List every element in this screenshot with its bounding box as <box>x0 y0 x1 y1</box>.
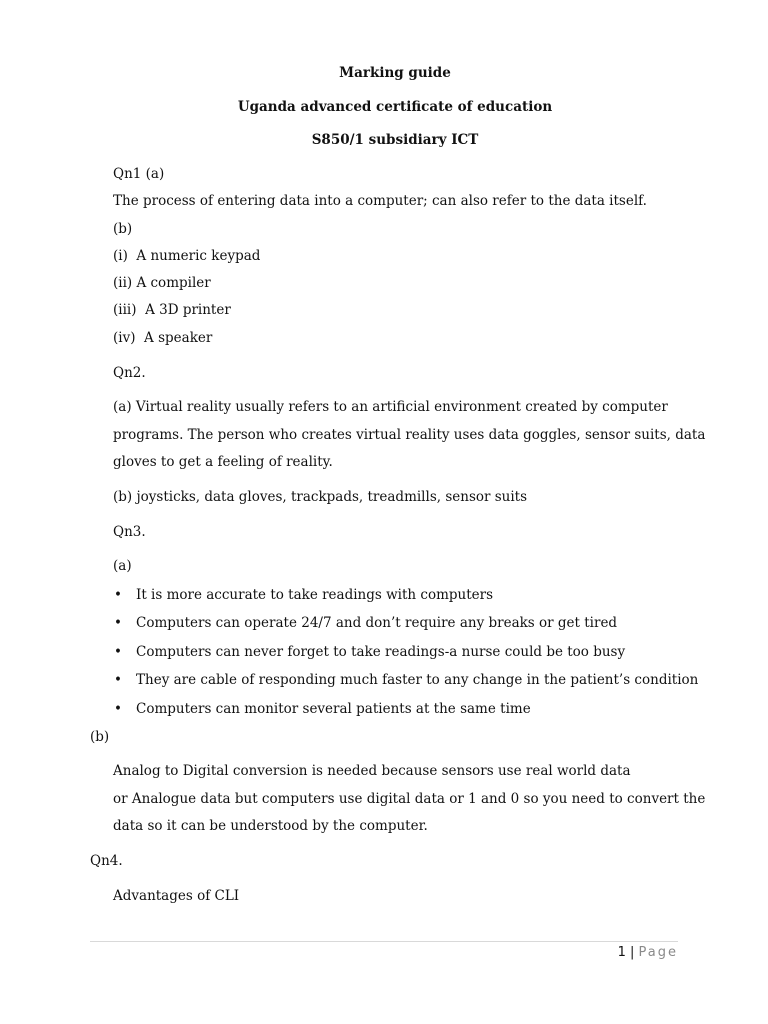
page-word: Page <box>638 945 678 960</box>
qn4-label: Qn4. <box>90 853 123 869</box>
qn2-a-answer-line: (a) Virtual reality usually refers to an artificial environment created by computer <box>113 399 668 415</box>
qn3-a-bullet-text: Computers can operate 24/7 and don’t require any breaks or get tired <box>136 615 618 631</box>
bullet-marker: • <box>114 587 122 603</box>
footer-separator: | <box>629 945 635 960</box>
qn1-b-label: (b) <box>113 221 133 237</box>
qn2-a-answer-line: programs. The person who creates virtual reality uses data goggles, sensor suits, data <box>113 427 706 443</box>
qn3-a-bullet-text: It is more accurate to take readings with computers <box>136 587 494 603</box>
qn1-a-label: Qn1 (a) <box>113 166 165 182</box>
footer-divider <box>90 941 678 942</box>
qn2-a-answer-line: gloves to get a feeling of reality. <box>113 454 333 470</box>
qn1-a-answer: The process of entering data into a computer; can also refer to the data itself. <box>113 193 647 209</box>
qn3-b-answer-line: Analog to Digital conversion is needed because sensors use real world data <box>113 763 631 779</box>
bullet-marker: • <box>114 615 122 631</box>
qn1-b-item: (ii) A compiler <box>113 275 211 291</box>
page-footer <box>618 944 678 962</box>
qn1-b-item: (iv) A speaker <box>113 330 213 346</box>
qn3-b-label: (b) <box>90 729 110 745</box>
bullet-marker: • <box>114 672 122 688</box>
page-number: 1 <box>617 945 626 960</box>
qn2-label: Qn2. <box>113 365 146 381</box>
paper-code: S850/1 subsidiary ICT <box>311 132 479 148</box>
qn3-a-bullet-text: Computers can never forget to take readings-a nurse could be too busy <box>136 644 626 660</box>
bullet-marker: • <box>114 644 122 660</box>
qn3-b-answer-line: data so it can be understood by the computer. <box>113 818 428 834</box>
qn2-b-answer: (b) joysticks, data gloves, trackpads, treadmills, sensor suits <box>113 489 528 505</box>
qn1-b-item: (i) A numeric keypad <box>113 248 261 264</box>
qn3-a-label: (a) <box>113 558 132 574</box>
bullet-marker: • <box>114 701 122 717</box>
document-subtitle: Uganda advanced certificate of education <box>237 99 553 115</box>
qn4-subheading: Advantages of CLI <box>113 888 240 904</box>
qn3-a-bullet-text: They are cable of responding much faster to any change in the patient’s condition <box>136 672 699 688</box>
qn3-a-bullet-text: Computers can monitor several patients at the same time <box>136 701 531 717</box>
qn1-b-item: (iii) A 3D printer <box>113 302 231 318</box>
document-title: Marking guide <box>339 65 451 81</box>
qn3-label: Qn3. <box>113 524 146 540</box>
qn3-b-answer-line: or Analogue data but computers use digital data or 1 and 0 so you need to convert the <box>113 791 706 807</box>
